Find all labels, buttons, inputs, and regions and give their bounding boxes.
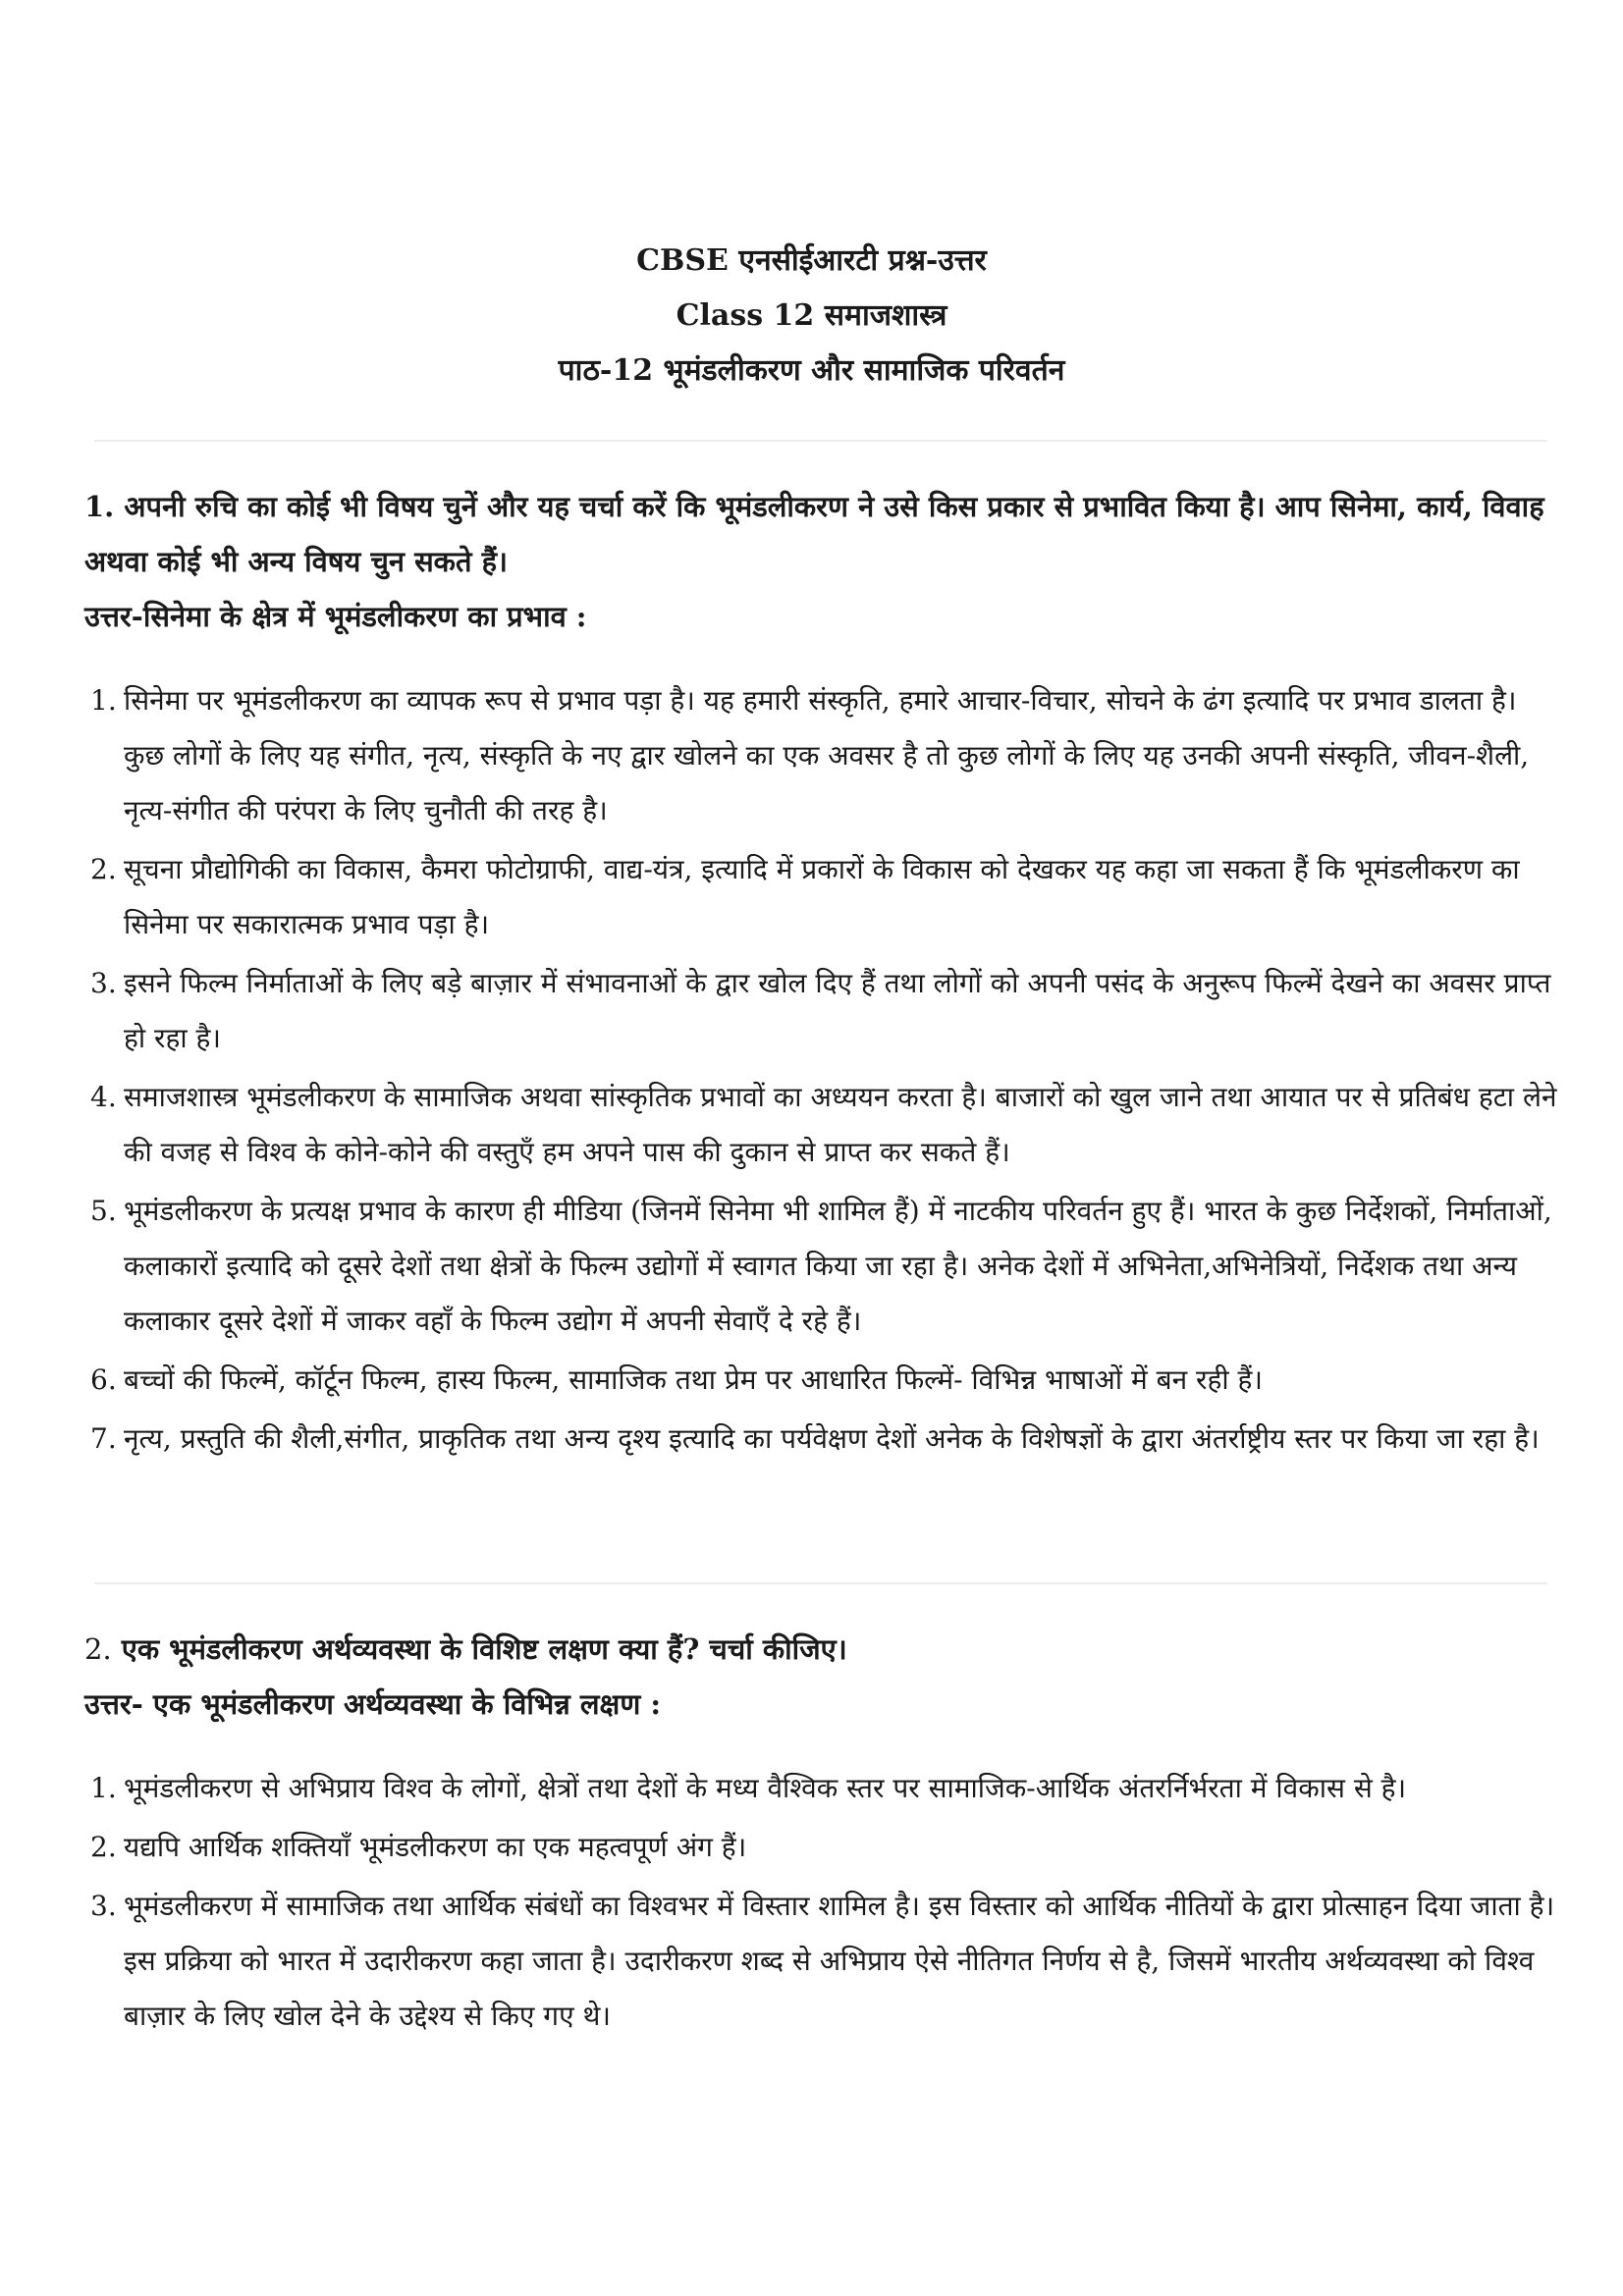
list-item-text: नृत्य, प्रस्तुति की शैली,संगीत, प्राकृतिक तथा अन्य दृश्य इत्यादि का पर्यवेक्षण देशों अनेक के विशेषज्ञों के द्वारा अंतर्राष्ट्रीय स्तर पर किया जा रहा है। [124,1422,1540,1455]
question-1-text [84,479,1557,589]
answer-2-heading: उत्तर- एक भूमंडलीकरण अर्थव्यवस्था के विभिन्न लक्षण : [84,1687,662,1721]
list-item [84,1820,1557,1875]
header-chapter: पाठ-12 भूमंडलीकरण और सामाजिक परिवर्तन [558,353,1065,388]
divider-top [94,440,1547,442]
list-item-text: इसने फिल्म निर्माताओं के लिए बड़े बाज़ार में संभावनाओं के द्वार खोल दिए हैं तथा लोगों को अपनी पसंद के अनुरूप फिल्में देखने का अवसर प्राप्त हो रहा है। [124,967,1551,1054]
list-item-text: भूमंडलीकरण से अभिप्राय विश्व के लोगों, क्षेत्रों तथा देशों के मध्य वैश्विक स्तर पर सामाजिक-आर्थिक अंतरर्निर्भरता में विकास से है। [124,1772,1407,1804]
list-item-text: सूचना प्रौद्योगिकी का विकास, कैमरा फोटोग्राफी, वाद्य-यंत्र, इत्यादि में प्रकारों के विकास को देखकर यह कहा जा सकता हैं कि भूमंडलीकरण का सिनेमा पर सकारात्मक प्रभाव पड़ा है। [124,853,1520,940]
list-item-number: 6. [90,1363,117,1396]
list-item-number: 3. [90,1890,117,1922]
list-item-text: सिनेमा पर भूमंडलीकरण का व्यापक रूप से प्रभाव पड़ा है। यह हमारी संस्कृति, हमारे आचार-विचार, सोचने के ढंग इत्यादि पर प्रभाव डालता है। कुछ लोगों के लिए यह संगीत, नृत्य, संस्कृति के नए द्वार खोलने का एक अवसर है तो कुछ लोगों के लिए यह उनकी अपनी संस्कृति, जीवन-शैली, नृत्य-संगीत की परंपरा के लिए चुनौती की तरह है। [124,684,1530,827]
list-item-text: समाजशास्त्र भूमंडलीकरण के सामाजिक अथवा सांस्कृतिक प्रभावों का अध्ययन करता है। बाजारों को खुल जाने तथा आयात पर से प्रतिबंध हटा लेने की वजह से विश्व के कोने-कोने की वस्तुएँ हम अपने पास की दुकान से प्राप्त कर सकते हैं। [124,1081,1557,1168]
divider-middle [94,1582,1547,1584]
answer-1-heading: उत्तर-सिनेमा के क्षेत्र में भूमंडलीकरण का प्रभाव : [84,600,587,633]
document-header [0,234,1623,399]
question-2-text [84,1622,1557,1677]
list-item [84,1070,1557,1180]
question-2-body: एक भूमंडलीकरण अर्थव्यवस्था के विशिष्ट लक्षण क्या हैं? चर्चा कीजिए। [121,1632,847,1666]
header-title: CBSE एनसीईआरटी प्रश्न-उत्तर [636,243,987,278]
list-item-text: बच्चों की फिल्में, कॉर्टून फिल्म, हास्य फिल्म, सामाजिक तथा प्रेम पर आधारित फिल्में- विभिन्न भाषाओं में बन रही हैं। [124,1363,1263,1396]
list-item-text: भूमंडलीकरण में सामाजिक तथा आर्थिक संबंधों का विश्वभर में विस्तार शामिल है। इस विस्तार को आर्थिक नीतियों के द्वारा प्रोत्साहन दिया जाता है। इस प्रक्रिया को भारत में उदारीकरण कहा जाता है। उदारीकरण शब्द से अभिप्राय ऐसे नीतिगत निर्णय से है, जिसमें भारतीय अर्थव्यवस्था को विश्व बाज़ार के लिए खोल देने के उद्देश्य से किए गए थे। [124,1890,1555,2032]
list-item [84,842,1557,952]
question-2-number: 2. [84,1632,112,1666]
answer-1-list [84,673,1557,1467]
list-item [84,673,1557,838]
list-item-number: 1. [90,1772,117,1804]
answer-2-list [84,1761,1557,2044]
question-1-section [84,479,1557,1470]
list-item-number: 7. [90,1422,117,1455]
list-item-number: 5. [90,1195,117,1227]
question-2-section [84,1622,1557,2048]
header-class: Class 12 समाजशास्त्र [676,298,947,333]
list-item [84,1879,1557,2044]
list-item-number: 4. [90,1081,117,1113]
question-1-number: 1. [84,490,115,523]
question-1-body: अपनी रुचि का कोई भी विषय चुनें और यह चर्चा करें कि भूमंडलीकरण ने उसे किस प्रकार से प्रभावित किया है। आप सिनेमा, कार्य, विवाह अथवा कोई भी अन्य विषय चुन सकते हैं। [84,490,1544,578]
list-item [84,1412,1557,1467]
list-item-text: भूमंडलीकरण के प्रत्यक्ष प्रभाव के कारण ही मीडिया (जिनमें सिनेमा भी शामिल हैं) में नाटकीय परिवर्तन हुए हैं। भारत के कुछ निर्देशकों, निर्माताओं, कलाकारों इत्यादि को दूसरे देशों तथा क्षेत्रों के फिल्म उद्योगों में स्वागत किया जा रहा है। अनेक देशों में अभिनेता,अभिनेत्रियों, निर्देशक तथा अन्य कलाकार दूसरे देशों में जाकर वहाँ के फिल्म उद्योग में अपनी सेवाएँ दे रहे हैं। [124,1195,1552,1337]
list-item [84,1184,1557,1349]
list-item [84,1353,1557,1408]
list-item [84,956,1557,1066]
list-item-number: 2. [90,1831,117,1863]
list-item-number: 2. [90,853,117,885]
list-item-number: 1. [90,684,117,717]
list-item [84,1761,1557,1816]
list-item-text: यद्यपि आर्थिक शक्तियाँ भूमंडलीकरण का एक महत्वपूर्ण अंग हैं। [124,1831,747,1863]
list-item-number: 3. [90,967,117,999]
